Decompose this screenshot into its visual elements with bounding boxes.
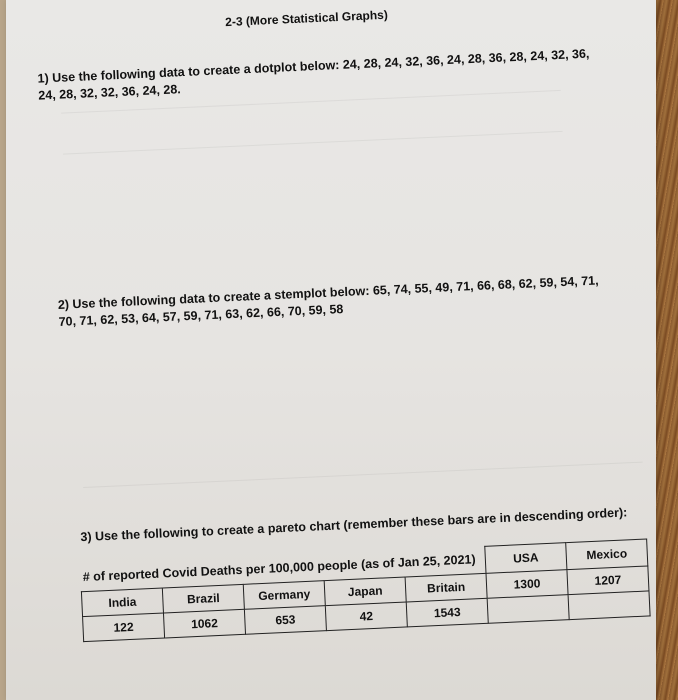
covid-deaths-table	[80, 538, 651, 641]
table-value-cell: 1300	[486, 569, 568, 598]
table-country-cell: Britain	[405, 573, 487, 602]
table-country-cell: India	[81, 588, 163, 617]
table-value-cell: 42	[325, 601, 407, 630]
table-value-cell: 122	[83, 612, 165, 641]
table-value-cell: 1062	[163, 609, 245, 638]
table-empty-cell	[487, 594, 569, 623]
worksheet-title: 2-3 (More Statistical Graphs)	[224, 7, 389, 30]
question-2-stemplot: 2) Use the following data to create a stemplot below: 65, 74, 55, 49, 71, 66, 68, 62, 59, 54, 71, 70, 71, 62, 53, 64, 57, 59, 71, 63, 62, 66, 70, 59, 58	[57, 273, 599, 329]
table-empty-cell	[568, 590, 650, 619]
question-1-dotplot: 1) Use the following data to create a dotplot below: 24, 28, 24, 32, 36, 24, 28, 36, 28, 24, 32, 36, 24, 28, 32, 32, 36, 24, 28.	[37, 46, 590, 103]
table-value-cell: 653	[244, 605, 326, 634]
question-3-pareto: 3) Use the following to create a pareto chart (remember these bars are in descending order):	[80, 505, 628, 545]
table-header-label: # of reported Covid Deaths per 100,000 people (as of Jan 25, 2021)	[82, 551, 476, 584]
table-value-cell: 1207	[567, 565, 649, 594]
worksheet-paper	[6, 0, 656, 700]
table-country-cell: Mexico	[566, 539, 648, 569]
table-country-cell: Brazil	[162, 584, 244, 613]
worksheet-content	[6, 0, 678, 699]
table-country-cell: Japan	[324, 576, 406, 605]
table-country-cell: USA	[485, 543, 567, 573]
table-country-cell: Germany	[243, 580, 325, 609]
table-value-cell: 1543	[406, 598, 488, 627]
